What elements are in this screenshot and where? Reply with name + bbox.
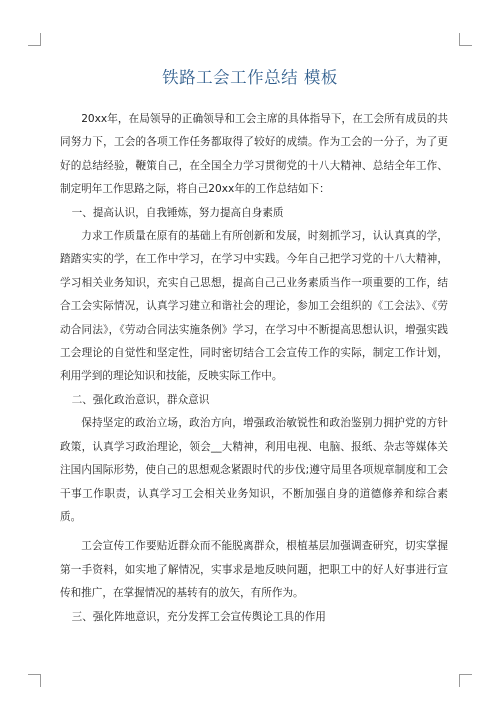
document-body xyxy=(60,108,448,629)
crop-mark-top-left xyxy=(28,33,41,46)
section-heading-1: 一、提高认识，自我锤炼，努力提高自身素质 xyxy=(71,206,284,219)
crop-mark-bottom-right xyxy=(459,674,472,687)
body-paragraph: 力求工作质量在原有的基础上有所创新和发展，时刻抓学习，认认真真的学，踏踏实实的学，在工作中学习，在学习中实践。今年自己把学习党的十八大精神，学习相关业务知识，充实自己思想，提高自己己业务素质当作一项重要的工作，结合工会实际情况，认真学习建立和谐社会的理论，参加工会组织的《工会法》、《劳动合同法》，《劳动合同法实施条例》学习，在学习中不断提高思想认识，增强实践工会理论的自觉性和坚定性，同时密切结合工会宣传工作的实际，制定工作计划，利用学到的理论知识和技能，反映实际工作中。 xyxy=(60,230,448,383)
body-paragraph: 工会宣传工作要贴近群众而不能脱离群众，根植基层加强调查研究，切实掌握第一手资料，如实地了解情况，实事求是地反映问题，把职工中的好人好事进行宣传和推广，在掌握情况的基转有的放矢，有所作为。 xyxy=(60,540,448,600)
section-heading-3: 三、强化阵地意识，充分发挥工会宣传舆论工具的作用 xyxy=(71,610,326,623)
document-title: 铁路工会工作总结 模板 xyxy=(162,68,338,87)
crop-mark-bottom-left xyxy=(28,674,41,687)
body-paragraph: 保持坚定的政治立场，政治方向，增强政治敏锐性和政治鉴别力拥护党的方针政策，认真学习政治理论，领会__大精神，利用电视、电脑、报纸、杂志等媒体关注国内国际形势，使自己的思想观念紧跟时代的步伐;遵守局里各项规章制度和工会干事工作职责，认真学习工会相关业务知识，不断加强自身的道德修养和综合素质。 xyxy=(60,417,448,523)
section-heading-2: 二、强化政治意识，群众意识 xyxy=(71,393,210,406)
intro-paragraph: 20xx年，在局领导的正确领导和工会主席的具体指导下，在工会所有成员的共同努力下，工会的各项工作任务都取得了较好的成绩。作为工会的一分子，为了更好的总结经验，鞭策自己，在全国全力学习贯彻党的十八大精神、总结全年工作、制定明年工作思路之际，将自己20xx年的工作总结如下： xyxy=(60,113,448,196)
crop-mark-top-right xyxy=(459,33,472,46)
